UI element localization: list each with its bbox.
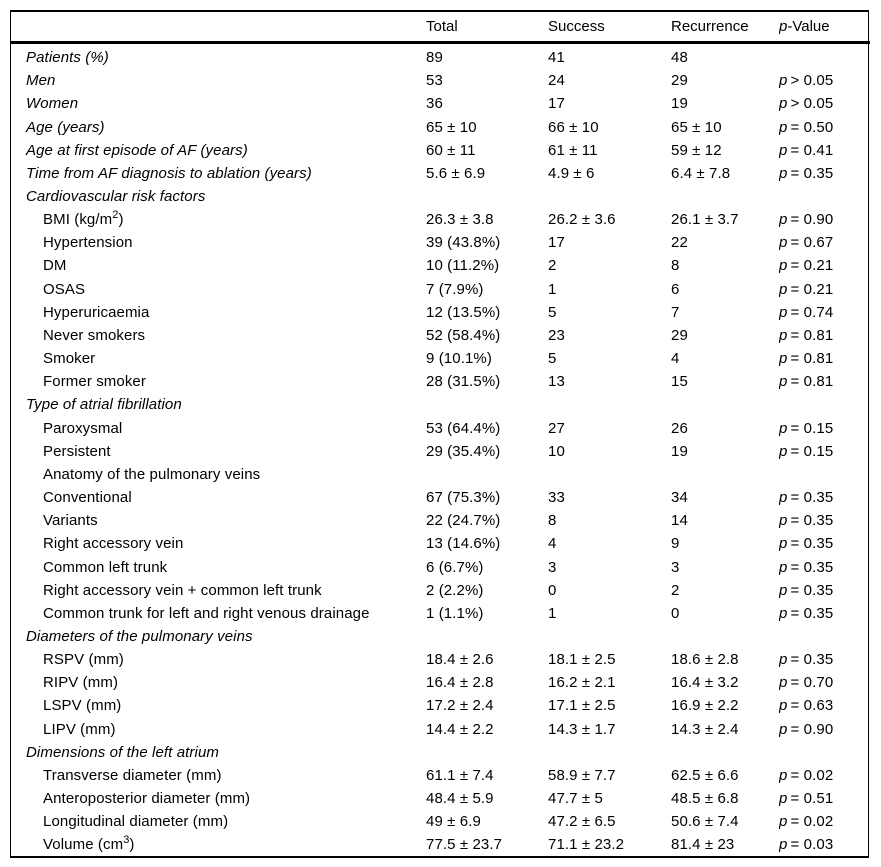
p-value-cell: p = 0.15: [779, 442, 834, 460]
row-label: Anteroposterior diameter (mm): [43, 790, 251, 808]
row-label: Right accessory vein + common left trunk: [43, 581, 322, 599]
success-cell: 58.9 ± 7.7: [548, 766, 616, 784]
total-cell: 53 (64.4%): [426, 419, 501, 437]
row-label: Conventional: [43, 489, 132, 507]
p-value-cell: p = 0.74: [779, 303, 834, 321]
p-symbol: p: [779, 211, 788, 229]
recurrence-cell: [671, 625, 779, 648]
recurrence-cell: 62.5 ± 6.6: [671, 766, 739, 784]
success-cell: [548, 393, 671, 416]
row-label: Volume $(cm^3)$: [43, 834, 135, 854]
table-header: [11, 12, 870, 43]
p-value-cell: p = 0.35: [779, 604, 834, 622]
p-value-cell: p = 0.21: [779, 280, 834, 298]
recurrence-cell: 34: [671, 489, 688, 507]
success-cell: 4: [548, 535, 557, 553]
table-row: [11, 648, 870, 671]
row-label: Anatomy of the pulmonary veins: [43, 465, 261, 483]
recurrence-cell: 65 ± 10: [671, 118, 722, 136]
row-label: Time from AF diagnosis to ablation (years): [26, 164, 312, 182]
p-symbol: p: [779, 651, 788, 669]
table-row: [11, 370, 870, 393]
table-row: [11, 301, 870, 324]
success-cell: 26.2 ± 3.6: [548, 211, 616, 229]
p-value-cell: p = 0.35: [779, 535, 834, 553]
table-row: [11, 787, 870, 810]
total-cell: 17.2 ± 2.4: [426, 697, 494, 715]
p-value-cell: p = 0.02: [779, 766, 834, 784]
p-value-cell: p = 0.81: [779, 373, 834, 391]
header-label-cell: [11, 12, 426, 43]
row-label: Longitudinal diameter (mm): [43, 813, 229, 831]
p-value-cell: p = 0.67: [779, 234, 834, 252]
recurrence-cell: 8: [671, 257, 680, 275]
recurrence-cell: 50.6 ± 7.4: [671, 813, 739, 831]
row-label: Persistent: [43, 442, 111, 460]
table-row: [11, 231, 870, 254]
total-cell: [426, 185, 548, 208]
success-cell: 23: [548, 326, 565, 344]
success-cell: [548, 463, 671, 486]
p-symbol: p: [779, 18, 788, 35]
table-row: [11, 741, 870, 764]
table-row: [11, 440, 870, 463]
row-label: Hypertension: [43, 234, 133, 252]
p-value-cell: p = 0.35: [779, 651, 834, 669]
row-label: LSPV (mm): [43, 697, 122, 715]
table-row: [11, 254, 870, 277]
total-cell: [426, 741, 548, 764]
p-value-cell: p = 0.81: [779, 350, 834, 368]
recurrence-cell: 4: [671, 350, 680, 368]
p-symbol: p: [779, 257, 788, 275]
recurrence-cell: [671, 463, 779, 486]
row-label: RSPV (mm): [43, 651, 124, 669]
patient-characteristics-table: [10, 10, 869, 858]
table-row: [11, 486, 870, 509]
row-label: OSAS: [43, 280, 86, 298]
p-value-cell: p = 0.02: [779, 813, 834, 831]
success-cell: 5: [548, 350, 557, 368]
success-cell: 66 ± 10: [548, 118, 599, 136]
p-symbol: p: [779, 790, 788, 808]
table-row: [11, 92, 870, 115]
total-cell: 13 (14.6%): [426, 535, 501, 553]
row-label: Age (years): [26, 118, 105, 136]
total-cell: 5.6 ± 6.9: [426, 164, 486, 182]
success-cell: 41: [548, 49, 565, 67]
row-label: LIPV (mm): [43, 720, 116, 738]
total-cell: 26.3 ± 3.8: [426, 211, 494, 229]
p-symbol: p: [779, 674, 788, 692]
p-symbol: p: [779, 604, 788, 622]
p-symbol: p: [779, 442, 788, 460]
row-label: Common trunk for left and right venous drainage: [43, 604, 370, 622]
row-label: Patients (%): [26, 49, 109, 67]
recurrence-cell: 22: [671, 234, 688, 252]
table-row: [11, 463, 870, 486]
header-recurrence: Recurrence: [671, 12, 779, 43]
total-cell: 9 (10.1%): [426, 350, 492, 368]
row-label: Dimensions of the left atrium: [26, 743, 219, 761]
header-total: Total: [426, 12, 548, 43]
p-value-cell: p = 0.90: [779, 720, 834, 738]
recurrence-cell: 14.3 ± 2.4: [671, 720, 739, 738]
p-symbol: p: [779, 118, 788, 136]
total-cell: [426, 463, 548, 486]
table-row: [11, 185, 870, 208]
header-row: [11, 12, 870, 43]
total-cell: 39 (43.8%): [426, 234, 501, 252]
table-row: [11, 324, 870, 347]
p-symbol: p: [779, 535, 788, 553]
p-value-cell: p = 0.03: [779, 836, 834, 854]
success-cell: 71.1 ± 23.2: [548, 836, 625, 854]
success-cell: 1: [548, 604, 557, 622]
total-cell: 12 (13.5%): [426, 303, 501, 321]
success-cell: 17.1 ± 2.5: [548, 697, 616, 715]
p-value-cell: [779, 625, 870, 648]
p-symbol: p: [779, 373, 788, 391]
p-symbol: p: [779, 326, 788, 344]
success-cell: 1: [548, 280, 557, 298]
p-symbol: p: [779, 164, 788, 182]
recurrence-cell: 7: [671, 303, 680, 321]
total-cell: 36: [426, 95, 443, 113]
recurrence-cell: 29: [671, 72, 688, 90]
success-cell: 47.2 ± 6.5: [548, 813, 616, 831]
total-cell: 60 ± 11: [426, 141, 476, 159]
table-row: [11, 764, 870, 787]
table-row: [11, 671, 870, 694]
table-row: [11, 555, 870, 578]
total-cell: 65 ± 10: [426, 118, 477, 136]
p-value-cell: p = 0.50: [779, 118, 834, 136]
recurrence-cell: 14: [671, 512, 688, 530]
p-value-cell: p = 0.81: [779, 326, 834, 344]
p-value-cell: p = 0.35: [779, 489, 834, 507]
row-label: Former smoker: [43, 373, 146, 391]
p-value-cell: p = 0.35: [779, 164, 834, 182]
row-label: RIPV (mm): [43, 674, 119, 692]
p-value-cell: p = 0.51: [779, 790, 834, 808]
p-symbol: p: [779, 766, 788, 784]
total-cell: 48.4 ± 5.9: [426, 790, 494, 808]
row-label: Common left trunk: [43, 558, 168, 576]
success-cell: [548, 741, 671, 764]
table-row: [11, 208, 870, 231]
table-row: [11, 810, 870, 833]
p-value-cell: p = 0.35: [779, 512, 834, 530]
recurrence-cell: 3: [671, 558, 680, 576]
p-value-cell: p = 0.63: [779, 697, 834, 715]
recurrence-cell: 16.9 ± 2.2: [671, 697, 739, 715]
p-value-cell: p = 0.90: [779, 211, 834, 229]
success-cell: 17: [548, 95, 565, 113]
total-cell: 22 (24.7%): [426, 512, 501, 530]
recurrence-cell: 0: [671, 604, 680, 622]
p-value-cell: p = 0.35: [779, 558, 834, 576]
table-row: [11, 162, 870, 185]
success-cell: 5: [548, 303, 557, 321]
total-cell: 77.5 ± 23.7: [426, 836, 503, 854]
success-cell: 0: [548, 581, 557, 599]
p-symbol: p: [779, 95, 788, 113]
recurrence-cell: 48: [671, 49, 688, 67]
row-label: Type of atrial fibrillation: [26, 396, 182, 414]
success-cell: 13: [548, 373, 565, 391]
p-value-cell: p = 0.15: [779, 419, 834, 437]
success-cell: [548, 625, 671, 648]
p-value-cell: [779, 185, 870, 208]
recurrence-cell: 6: [671, 280, 680, 298]
recurrence-cell: [671, 393, 779, 416]
table-row: [11, 532, 870, 555]
p-symbol: p: [779, 813, 788, 831]
row-label: Women: [26, 95, 79, 113]
table-row: [11, 417, 870, 440]
total-cell: 1 (1.1%): [426, 604, 484, 622]
p-value-cell: p = 0.21: [779, 257, 834, 275]
success-cell: 18.1 ± 2.5: [548, 651, 616, 669]
total-cell: 7 (7.9%): [426, 280, 484, 298]
table-row: [11, 833, 870, 856]
total-cell: [426, 393, 548, 416]
success-cell: 2: [548, 257, 557, 275]
total-cell: 53: [426, 72, 443, 90]
total-cell: 29 (35.4%): [426, 442, 501, 460]
p-symbol: p: [779, 303, 788, 321]
p-value-suffix: -Value: [787, 18, 830, 35]
p-symbol: p: [779, 419, 788, 437]
recurrence-cell: 19: [671, 442, 688, 460]
table-row: [11, 579, 870, 602]
data-table: [11, 12, 870, 856]
row-label: Paroxysmal: [43, 419, 123, 437]
success-cell: [548, 185, 671, 208]
p-value-cell: [779, 393, 870, 416]
p-symbol: p: [779, 489, 788, 507]
p-symbol: p: [779, 72, 788, 90]
total-cell: 28 (31.5%): [426, 373, 501, 391]
p-symbol: p: [779, 350, 788, 368]
recurrence-cell: 81.4 ± 23: [671, 836, 735, 854]
recurrence-cell: 19: [671, 95, 688, 113]
p-symbol: p: [779, 512, 788, 530]
total-cell: 14.4 ± 2.2: [426, 720, 494, 738]
p-value-cell: [779, 43, 870, 70]
row-label: Variants: [43, 512, 98, 530]
table-row: [11, 139, 870, 162]
header-p-value: [779, 12, 870, 43]
table-row: [11, 43, 870, 70]
row-label: Men: [26, 72, 56, 90]
total-cell: 89: [426, 49, 443, 67]
row-label: DM: [43, 257, 67, 275]
p-symbol: p: [779, 581, 788, 599]
table-row: [11, 718, 870, 741]
p-value-cell: p > 0.05: [779, 95, 834, 113]
total-cell: 2 (2.2%): [426, 581, 484, 599]
recurrence-cell: 59 ± 12: [671, 141, 722, 159]
row-label: Transverse diameter (mm): [43, 766, 222, 784]
p-value-cell: p = 0.70: [779, 674, 834, 692]
row-label: BMI $(kg/m^2)$: [43, 209, 124, 229]
recurrence-cell: 26.1 ± 3.7: [671, 211, 739, 229]
row-label: Smoker: [43, 350, 96, 368]
success-cell: 8: [548, 512, 557, 530]
table-row: [11, 509, 870, 532]
row-label: Never smokers: [43, 326, 146, 344]
total-cell: 6 (6.7%): [426, 558, 484, 576]
recurrence-cell: [671, 185, 779, 208]
recurrence-cell: 6.4 ± 7.8: [671, 164, 731, 182]
p-value-cell: p > 0.05: [779, 72, 834, 90]
p-symbol: p: [779, 697, 788, 715]
success-cell: 16.2 ± 2.1: [548, 674, 616, 692]
table-row: [11, 625, 870, 648]
success-cell: 33: [548, 489, 565, 507]
table-body: [11, 43, 870, 857]
row-label: Right accessory vein: [43, 535, 184, 553]
success-cell: 3: [548, 558, 557, 576]
total-cell: 61.1 ± 7.4: [426, 766, 494, 784]
recurrence-cell: 18.6 ± 2.8: [671, 651, 739, 669]
recurrence-cell: 29: [671, 326, 688, 344]
recurrence-cell: [671, 741, 779, 764]
p-symbol: p: [779, 280, 788, 298]
table-row: [11, 694, 870, 717]
success-cell: 17: [548, 234, 565, 252]
table-row: [11, 347, 870, 370]
row-label: Age at first episode of AF (years): [26, 141, 248, 159]
total-cell: 52 (58.4%): [426, 326, 501, 344]
success-cell: 27: [548, 419, 565, 437]
recurrence-cell: 26: [671, 419, 688, 437]
row-label: Hyperuricaemia: [43, 303, 150, 321]
success-cell: 47.7 ± 5: [548, 790, 603, 808]
header-success: Success: [548, 12, 671, 43]
p-symbol: p: [779, 558, 788, 576]
p-value-cell: p = 0.41: [779, 141, 834, 159]
success-cell: 10: [548, 442, 565, 460]
total-cell: 16.4 ± 2.8: [426, 674, 494, 692]
recurrence-cell: 2: [671, 581, 680, 599]
table-row: [11, 115, 870, 138]
success-cell: 14.3 ± 1.7: [548, 720, 616, 738]
p-value-cell: p = 0.35: [779, 581, 834, 599]
p-symbol: p: [779, 836, 788, 854]
p-value-cell: [779, 741, 870, 764]
success-cell: 24: [548, 72, 565, 90]
table-row: [11, 69, 870, 92]
table-row: [11, 393, 870, 416]
success-cell: 4.9 ± 6: [548, 164, 595, 182]
table-row: [11, 602, 870, 625]
row-label: Diameters of the pulmonary veins: [26, 627, 253, 645]
row-label: Cardiovascular risk factors: [26, 188, 206, 206]
recurrence-cell: 48.5 ± 6.8: [671, 790, 739, 808]
recurrence-cell: 9: [671, 535, 680, 553]
p-value-cell: [779, 463, 870, 486]
total-cell: 49 ± 6.9: [426, 813, 481, 831]
recurrence-cell: 16.4 ± 3.2: [671, 674, 739, 692]
total-cell: 67 (75.3%): [426, 489, 501, 507]
p-symbol: p: [779, 141, 788, 159]
table-row: [11, 278, 870, 301]
total-cell: 18.4 ± 2.6: [426, 651, 494, 669]
total-cell: 10 (11.2%): [426, 257, 500, 275]
p-symbol: p: [779, 234, 788, 252]
success-cell: 61 ± 11: [548, 141, 598, 159]
total-cell: [426, 625, 548, 648]
p-symbol: p: [779, 720, 788, 738]
recurrence-cell: 15: [671, 373, 688, 391]
